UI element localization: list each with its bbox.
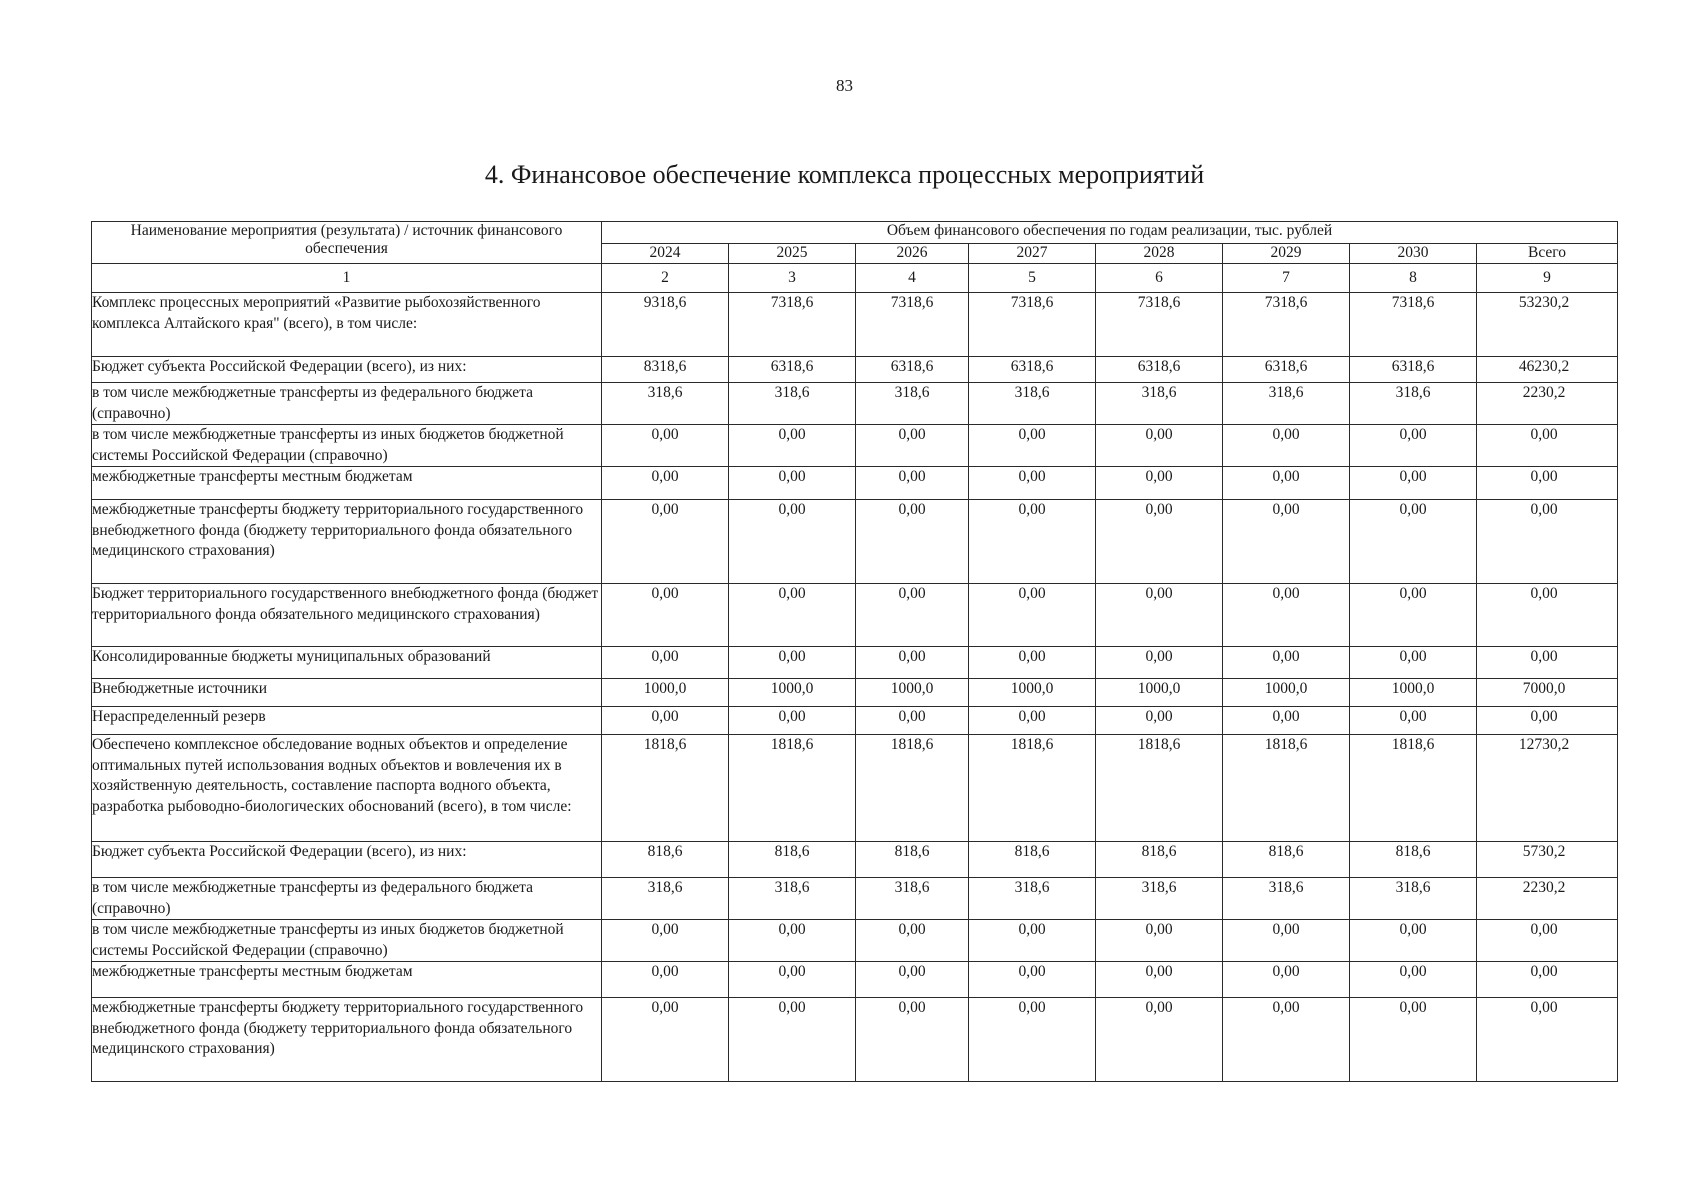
header-total: Всего — [1477, 244, 1618, 264]
row-year-value: 1818,6 — [602, 735, 729, 842]
row-year-value: 0,00 — [1096, 500, 1223, 584]
row-year-value: 0,00 — [1223, 425, 1350, 467]
row-year-value: 1000,0 — [602, 679, 729, 707]
table-row — [92, 467, 1618, 500]
row-year-value: 318,6 — [969, 878, 1096, 920]
row-year-value: 318,6 — [1096, 383, 1223, 425]
row-year-value: 0,00 — [729, 998, 856, 1082]
row-year-value: 0,00 — [969, 425, 1096, 467]
row-year-value: 0,00 — [1096, 647, 1223, 679]
row-name: межбюджетные трансферты бюджету территориального государственного внебюджетного фонда (бюджету территориального фонда обязательного медицинского страхования) — [92, 500, 602, 584]
header-row — [92, 222, 1618, 244]
row-year-value: 0,00 — [1350, 962, 1477, 998]
row-year-value: 1000,0 — [856, 679, 969, 707]
row-year-value: 0,00 — [1096, 584, 1223, 647]
row-name: межбюджетные трансферты бюджету территориального государственного внебюджетного фонда (бюджету территориального фонда обязательного медицинского страхования) — [92, 998, 602, 1082]
row-year-value: 9318,6 — [602, 293, 729, 357]
header-year: 2026 — [856, 244, 969, 264]
row-year-value: 1818,6 — [1350, 735, 1477, 842]
row-year-value: 0,00 — [729, 467, 856, 500]
row-year-value: 7318,6 — [1223, 293, 1350, 357]
row-year-value: 818,6 — [1223, 842, 1350, 878]
header-year: 2029 — [1223, 244, 1350, 264]
row-year-value: 0,00 — [856, 998, 969, 1082]
row-year-value: 0,00 — [729, 962, 856, 998]
table-row — [92, 962, 1618, 998]
row-year-value: 6318,6 — [856, 357, 969, 383]
header-year: 2027 — [969, 244, 1096, 264]
row-year-value: 0,00 — [1350, 500, 1477, 584]
row-name: в том числе межбюджетные трансферты из федерального бюджета (справочно) — [92, 878, 602, 920]
row-year-value: 0,00 — [602, 500, 729, 584]
row-name: Обеспечено комплексное обследование водных объектов и определение оптимальных путей использования водных объектов и вовлечения их в хозяйственную деятельность, составление паспорта водного объекта, разработка рыбоводно-биологических обоснований (всего), в том числе: — [92, 735, 602, 842]
row-year-value: 0,00 — [1223, 998, 1350, 1082]
row-year-value: 318,6 — [1223, 878, 1350, 920]
row-year-value: 0,00 — [1350, 998, 1477, 1082]
row-total-value: 0,00 — [1477, 998, 1618, 1082]
row-year-value: 0,00 — [856, 425, 969, 467]
table-row — [92, 425, 1618, 467]
row-total-value: 0,00 — [1477, 707, 1618, 735]
row-year-value: 0,00 — [602, 998, 729, 1082]
row-year-value: 0,00 — [969, 467, 1096, 500]
row-total-value: 2230,2 — [1477, 878, 1618, 920]
row-year-value: 0,00 — [969, 647, 1096, 679]
row-total-value: 0,00 — [1477, 425, 1618, 467]
header-year: 2030 — [1350, 244, 1477, 264]
row-year-value: 0,00 — [602, 425, 729, 467]
row-year-value: 0,00 — [1223, 647, 1350, 679]
row-year-value: 0,00 — [969, 707, 1096, 735]
column-number: 7 — [1223, 264, 1350, 293]
column-number: 1 — [92, 264, 602, 293]
row-year-value: 318,6 — [1350, 383, 1477, 425]
row-name: в том числе межбюджетные трансферты из иных бюджетов бюджетной системы Российской Федерации (справочно) — [92, 920, 602, 962]
row-year-value: 818,6 — [969, 842, 1096, 878]
row-year-value: 318,6 — [602, 383, 729, 425]
header-year: 2024 — [602, 244, 729, 264]
row-name: Консолидированные бюджеты муниципальных образований — [92, 647, 602, 679]
row-total-value: 5730,2 — [1477, 842, 1618, 878]
row-year-value: 0,00 — [856, 467, 969, 500]
row-total-value: 0,00 — [1477, 500, 1618, 584]
row-name: Бюджет субъекта Российской Федерации (всего), из них: — [92, 357, 602, 383]
row-year-value: 1000,0 — [1096, 679, 1223, 707]
row-year-value: 7318,6 — [856, 293, 969, 357]
row-year-value: 1000,0 — [969, 679, 1096, 707]
table-row — [92, 679, 1618, 707]
header-name-column: Наименование мероприятия (результата) / источник финансового обеспечения — [92, 222, 602, 264]
row-year-value: 1818,6 — [729, 735, 856, 842]
row-year-value: 0,00 — [1096, 998, 1223, 1082]
table-row — [92, 920, 1618, 962]
row-year-value: 0,00 — [1096, 962, 1223, 998]
row-year-value: 0,00 — [1223, 584, 1350, 647]
row-year-value: 0,00 — [1096, 467, 1223, 500]
column-number: 2 — [602, 264, 729, 293]
row-year-value: 318,6 — [856, 878, 969, 920]
table-row — [92, 500, 1618, 584]
row-year-value: 0,00 — [856, 707, 969, 735]
row-year-value: 6318,6 — [969, 357, 1096, 383]
row-year-value: 0,00 — [602, 584, 729, 647]
row-year-value: 318,6 — [729, 878, 856, 920]
row-year-value: 318,6 — [856, 383, 969, 425]
row-year-value: 7318,6 — [1350, 293, 1477, 357]
row-year-value: 0,00 — [1223, 500, 1350, 584]
column-number: 9 — [1477, 264, 1618, 293]
row-name: Бюджет территориального государственного внебюджетного фонда (бюджет территориального фонда обязательного медицинского страхования) — [92, 584, 602, 647]
row-year-value: 0,00 — [602, 467, 729, 500]
row-total-value: 7000,0 — [1477, 679, 1618, 707]
row-year-value: 318,6 — [1223, 383, 1350, 425]
row-year-value: 0,00 — [969, 584, 1096, 647]
row-total-value: 0,00 — [1477, 920, 1618, 962]
table-row — [92, 998, 1618, 1082]
row-year-value: 0,00 — [1223, 707, 1350, 735]
header-year: 2028 — [1096, 244, 1223, 264]
row-year-value: 0,00 — [856, 920, 969, 962]
row-year-value: 1000,0 — [1223, 679, 1350, 707]
row-year-value: 0,00 — [1096, 707, 1223, 735]
row-name: Бюджет субъекта Российской Федерации (всего), из них: — [92, 842, 602, 878]
row-year-value: 0,00 — [729, 707, 856, 735]
row-year-value: 8318,6 — [602, 357, 729, 383]
row-name: в том числе межбюджетные трансферты из иных бюджетов бюджетной системы Российской Федерации (справочно) — [92, 425, 602, 467]
table-row — [92, 357, 1618, 383]
row-total-value: 46230,2 — [1477, 357, 1618, 383]
row-year-value: 0,00 — [729, 584, 856, 647]
row-year-value: 0,00 — [969, 962, 1096, 998]
row-name: в том числе межбюджетные трансферты из федерального бюджета (справочно) — [92, 383, 602, 425]
row-year-value: 6318,6 — [1223, 357, 1350, 383]
row-year-value: 0,00 — [969, 500, 1096, 584]
row-year-value: 0,00 — [856, 584, 969, 647]
row-year-value: 0,00 — [602, 647, 729, 679]
row-year-value: 0,00 — [729, 920, 856, 962]
page-number: 83 — [836, 76, 853, 95]
row-year-value: 1000,0 — [729, 679, 856, 707]
row-year-value: 318,6 — [729, 383, 856, 425]
row-year-value: 0,00 — [1096, 425, 1223, 467]
row-name: Нераспределенный резерв — [92, 707, 602, 735]
row-year-value: 1818,6 — [856, 735, 969, 842]
row-total-value: 12730,2 — [1477, 735, 1618, 842]
row-year-value: 818,6 — [602, 842, 729, 878]
row-year-value: 0,00 — [729, 500, 856, 584]
row-total-value: 0,00 — [1477, 467, 1618, 500]
row-total-value: 0,00 — [1477, 584, 1618, 647]
row-year-value: 7318,6 — [729, 293, 856, 357]
table-row — [92, 647, 1618, 679]
header-volume-column: Объем финансового обеспечения по годам реализации, тыс. рублей — [602, 222, 1618, 244]
column-number: 5 — [969, 264, 1096, 293]
row-year-value: 1818,6 — [969, 735, 1096, 842]
row-year-value: 818,6 — [729, 842, 856, 878]
row-year-value: 7318,6 — [969, 293, 1096, 357]
row-name: межбюджетные трансферты местным бюджетам — [92, 467, 602, 500]
row-year-value: 0,00 — [729, 647, 856, 679]
row-year-value: 0,00 — [602, 920, 729, 962]
table-row — [92, 584, 1618, 647]
row-year-value: 6318,6 — [1350, 357, 1477, 383]
row-year-value: 818,6 — [856, 842, 969, 878]
row-year-value: 318,6 — [602, 878, 729, 920]
table-row — [92, 878, 1618, 920]
row-name: межбюджетные трансферты местным бюджетам — [92, 962, 602, 998]
row-year-value: 1818,6 — [1096, 735, 1223, 842]
table-row — [92, 383, 1618, 425]
row-year-value: 0,00 — [1096, 920, 1223, 962]
row-year-value: 6318,6 — [729, 357, 856, 383]
row-total-value: 0,00 — [1477, 647, 1618, 679]
column-number-row — [92, 264, 1618, 293]
table-row — [92, 842, 1618, 878]
row-year-value: 0,00 — [1223, 467, 1350, 500]
row-year-value: 0,00 — [856, 962, 969, 998]
column-number: 4 — [856, 264, 969, 293]
row-year-value: 0,00 — [856, 647, 969, 679]
row-year-value: 0,00 — [969, 920, 1096, 962]
row-total-value: 53230,2 — [1477, 293, 1618, 357]
header-year: 2025 — [729, 244, 856, 264]
row-year-value: 0,00 — [1350, 584, 1477, 647]
row-year-value: 0,00 — [1223, 920, 1350, 962]
financing-table — [91, 221, 1618, 1082]
row-year-value: 0,00 — [1350, 920, 1477, 962]
table-row — [92, 293, 1618, 357]
row-year-value: 0,00 — [1350, 647, 1477, 679]
row-total-value: 0,00 — [1477, 962, 1618, 998]
row-year-value: 318,6 — [1350, 878, 1477, 920]
row-year-value: 0,00 — [856, 500, 969, 584]
column-number: 8 — [1350, 264, 1477, 293]
row-year-value: 318,6 — [969, 383, 1096, 425]
column-number: 6 — [1096, 264, 1223, 293]
column-number: 3 — [729, 264, 856, 293]
row-year-value: 0,00 — [602, 962, 729, 998]
row-year-value: 0,00 — [1350, 467, 1477, 500]
row-name: Комплекс процессных мероприятий «Развитие рыбохозяйственного комплекса Алтайского края" (всего), в том числе: — [92, 293, 602, 357]
row-year-value: 0,00 — [729, 425, 856, 467]
table-row — [92, 707, 1618, 735]
row-year-value: 7318,6 — [1096, 293, 1223, 357]
table-row — [92, 735, 1618, 842]
row-year-value: 0,00 — [602, 707, 729, 735]
row-year-value: 0,00 — [1350, 707, 1477, 735]
row-year-value: 818,6 — [1350, 842, 1477, 878]
row-year-value: 318,6 — [1096, 878, 1223, 920]
row-year-value: 0,00 — [1350, 425, 1477, 467]
page-title: 4. Финансовое обеспечение комплекса процессных мероприятий — [484, 160, 1205, 189]
row-year-value: 818,6 — [1096, 842, 1223, 878]
row-name: Внебюджетные источники — [92, 679, 602, 707]
row-year-value: 1000,0 — [1350, 679, 1477, 707]
row-year-value: 0,00 — [969, 998, 1096, 1082]
row-year-value: 0,00 — [1223, 962, 1350, 998]
row-total-value: 2230,2 — [1477, 383, 1618, 425]
row-year-value: 1818,6 — [1223, 735, 1350, 842]
row-year-value: 6318,6 — [1096, 357, 1223, 383]
